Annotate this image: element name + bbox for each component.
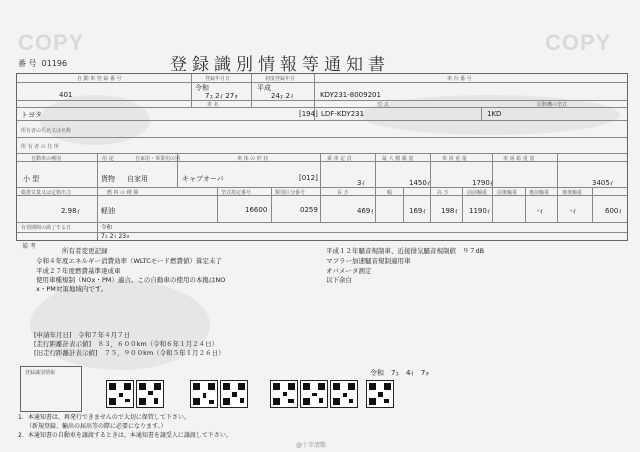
capacity-value: 3ｨ	[357, 179, 365, 187]
type-designation-value: 16600	[245, 206, 268, 214]
chassis-no-value: KDY231-8009201	[320, 91, 381, 99]
label-owner-name: 所有者の氏名又は名称	[21, 128, 72, 134]
body-shape-value: キャブオーバ	[182, 175, 224, 183]
label-reg-no: 自 動 車 登 録 番 号	[77, 76, 122, 82]
label-category-no: 類別区分番号	[275, 190, 306, 196]
label-type-designation: 型式指定番号	[221, 190, 252, 196]
record-line: [走行距離計表示値] ８３，６００km（令和６年１月２４日）	[34, 340, 219, 348]
displacement-value: 2.98ｨ	[61, 207, 81, 215]
front-front-value: 1190ｨ	[469, 207, 491, 215]
remark-line: x・PM対策地域内です。	[36, 285, 108, 293]
label-reg-date: 登録年月日	[205, 76, 231, 82]
label-owner-address: 所 有 者 の 住 所	[21, 144, 59, 150]
label-first-reg: 初度登録年月	[265, 76, 296, 82]
rear-front-value: -ｨ	[570, 207, 577, 215]
label-front-rear: 前後軸重	[497, 190, 518, 196]
expiry-value: 7ｪ 2ｨ 23ｮ	[101, 233, 130, 240]
record-line: [旧走行距離計表示値] ７５，９００km（令和５年１月２６日）	[34, 349, 225, 357]
label-kind: 自動車の種別	[31, 156, 62, 162]
label-body-shape: 車 体 の 形 状	[237, 156, 269, 162]
reg-date-value: 7ｪ 2ｨ 27ｮ	[205, 92, 238, 100]
expiry-era: 令和	[101, 225, 113, 231]
qr-code-icon	[220, 380, 248, 408]
record-line: [申請年月日] 令和７年４月７日	[34, 331, 131, 339]
label-gross-weight: 車 両 総 重 量	[503, 156, 535, 162]
label-length: 長 さ	[337, 190, 349, 196]
fuel-value: 軽油	[101, 207, 115, 215]
label-name: 車 名	[207, 102, 219, 108]
label-expiry: 有効期間の満了する日	[21, 225, 72, 231]
weibo-watermark: @十字清歌	[296, 442, 327, 449]
qr-code-icon	[330, 380, 358, 408]
qr-code-icon	[136, 380, 164, 408]
page-title: 登録識別情報等通知書	[170, 55, 390, 75]
footnote: （新規登録、輸出の届出等の際に必要になります。）	[26, 423, 167, 430]
qr-code-icon	[300, 380, 328, 408]
name-value: トヨタ	[21, 111, 42, 119]
label-use: 用 途	[102, 156, 114, 162]
reg-info-box	[20, 366, 82, 412]
remark-line: 使用車種規制（NOx・PM）適合。この自動車の使用の本拠はNO	[36, 276, 226, 284]
gross-weight-value: 3405ｨ	[592, 179, 614, 187]
remark-line: 平成１２年騒音規制車、近接排気騒音規制値 ９７dB	[326, 247, 485, 255]
label-width: 幅	[387, 190, 393, 196]
reg-date-era: 令和	[195, 84, 209, 92]
label-capacity: 乗 車 定 員	[327, 156, 352, 162]
label-chassis-no: 車 台 番 号	[447, 76, 472, 82]
label-max-load: 最 大 積 載 量	[382, 156, 414, 162]
copy-watermark-left: COPY	[18, 30, 85, 55]
remark-line: 所有者変更記録	[62, 247, 108, 255]
vehicle-weight-value: 1790ｨ	[472, 179, 494, 187]
body-code: [012]	[299, 174, 318, 182]
max-load-value: 1450ｨ	[409, 179, 431, 187]
model-code: [194]	[299, 110, 318, 118]
label-fuel: 燃 料 の 種 類	[107, 190, 139, 196]
first-reg-value: 24ｪ 2ｨ	[271, 92, 294, 100]
label-height: 高 さ	[437, 190, 449, 196]
remark-line: 以下余白	[326, 276, 352, 284]
footnote: 1．本通知書は、再発行できませんので大切に保管して下さい。	[18, 414, 190, 421]
label-displacement: 総排気量又は定格出力	[21, 190, 72, 196]
rear-rear-value: 600ｨ	[605, 207, 622, 215]
category-no-value: 0259	[300, 206, 318, 214]
remark-line: 平成２７年度燃費基準達成車	[36, 267, 121, 275]
label-vehicle-weight: 車 両 重 量	[442, 156, 467, 162]
use-value: 貨物	[101, 175, 115, 183]
engine-model-value: 1KD	[487, 110, 502, 118]
qr-code-icon	[190, 380, 218, 408]
first-reg-era: 平成	[257, 84, 271, 92]
footnote: 2．本通知書の自動車を譲渡するときは、本通知書を譲受人に譲渡して下さい。	[18, 432, 232, 439]
label-engine-model: 原動機の型式	[537, 102, 568, 108]
label-model: 型 式	[377, 102, 389, 108]
label-remarks: 備 考	[22, 243, 36, 250]
label-front-front: 前前軸重	[467, 190, 488, 196]
label-rear-rear: 後後軸重	[562, 190, 583, 196]
remark-line: マフラー加速騒音規制適用車	[326, 257, 411, 265]
issue-date: 令和 7ｪ 4ｨ 7ｮ	[370, 369, 429, 377]
length-value: 469ｨ	[357, 207, 374, 215]
reg-no-value: 401	[59, 91, 73, 99]
front-rear-value: -ｨ	[537, 207, 544, 215]
registration-table	[16, 73, 628, 241]
qr-code-icon	[366, 380, 394, 408]
kind-value: 小 型	[23, 175, 40, 183]
copy-watermark-right: COPY	[545, 30, 612, 55]
width-value: 169ｨ	[409, 207, 426, 215]
label-purpose: 自家用・事業用の別	[135, 156, 181, 162]
model-value: LDF-KDY231	[321, 110, 365, 118]
qr-code-icon	[270, 380, 298, 408]
serial-number: 番 号 01196	[18, 59, 68, 68]
remark-line: オバメータ測定	[326, 267, 372, 275]
qr-code-icon	[106, 380, 134, 408]
height-value: 198ｨ	[441, 207, 458, 215]
purpose-value: 自家用	[127, 175, 148, 183]
label-rear-front: 後前軸重	[529, 190, 550, 196]
remark-line: 令和４年度エネルギー消費効率（WLTCモード燃費値）算定未了	[36, 257, 223, 265]
label-reg-info: 登録識別情報	[25, 370, 56, 376]
